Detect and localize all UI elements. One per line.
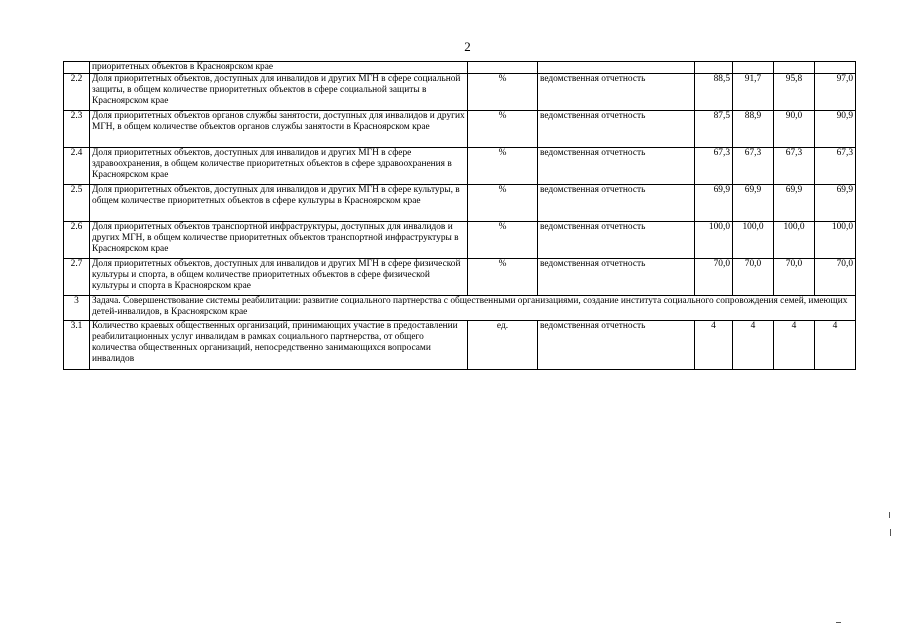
scan-speck	[889, 512, 890, 518]
indicator-value: 88,5	[695, 73, 733, 110]
indicator-value: 100,0	[733, 221, 774, 258]
indicator-name: Доля приоритетных объектов, доступных для инвалидов и других МГН в сфере культуры, в общем количестве приоритетных объектов в сфере культуры в Красноярском крае	[90, 184, 468, 221]
indicator-unit: %	[468, 221, 538, 258]
indicator-value: 100,0	[695, 221, 733, 258]
indicator-value: 88,9	[733, 110, 774, 147]
indicator-value: 90,0	[774, 110, 815, 147]
scan-speck	[890, 529, 891, 536]
indicator-source: ведомственная отчетность	[538, 73, 695, 110]
task-number: 3	[64, 295, 90, 320]
indicator-value: 97,0	[815, 73, 856, 110]
indicator-value: 91,7	[733, 73, 774, 110]
indicator-value: 69,9	[733, 184, 774, 221]
indicator-name: Доля приоритетных объектов, доступных для инвалидов и других МГН в сфере социальной защиты, в общем количестве приоритетных объектов в сфере социальной защиты в Красноярском крае	[90, 73, 468, 110]
indicator-name: Доля приоритетных объектов, доступных для инвалидов и других МГН в сфере здравоохранения, в общем количестве приоритетных объектов в сфере здравоохранения в Красноярском крае	[90, 147, 468, 184]
table-row	[64, 73, 856, 110]
indicator-source: ведомственная отчетность	[538, 320, 695, 369]
indicator-value	[774, 62, 815, 74]
indicator-value: 67,3	[733, 147, 774, 184]
row-number: 2.2	[64, 73, 90, 110]
indicator-value: 95,8	[774, 73, 815, 110]
indicator-value: 69,9	[695, 184, 733, 221]
table-row	[64, 221, 856, 258]
indicator-value: 67,3	[774, 147, 815, 184]
row-number: 2.7	[64, 258, 90, 295]
indicator-unit: ед.	[468, 320, 538, 369]
indicator-value: 87,5	[695, 110, 733, 147]
indicator-source: ведомственная отчетность	[538, 221, 695, 258]
indicator-unit: %	[468, 258, 538, 295]
indicators-table	[63, 61, 856, 370]
indicator-value: 100,0	[774, 221, 815, 258]
indicator-value: 67,3	[695, 147, 733, 184]
indicator-value	[733, 62, 774, 74]
table-row-continued	[64, 62, 856, 74]
indicator-name: Доля приоритетных объектов транспортной инфраструктуры, доступных для инвалидов и других МГН, в общем количестве приоритетных объектов транспортной инфраструктуры в Красноярском крае	[90, 221, 468, 258]
row-number: 2.5	[64, 184, 90, 221]
indicator-source: ведомственная отчетность	[538, 147, 695, 184]
indicator-value: 67,3	[815, 147, 856, 184]
indicator-value: 69,9	[815, 184, 856, 221]
indicator-value: 70,0	[774, 258, 815, 295]
indicator-value: 70,0	[815, 258, 856, 295]
row-number: 2.4	[64, 147, 90, 184]
indicator-value: 4	[733, 320, 774, 369]
row-number: 2.6	[64, 221, 90, 258]
row-number	[64, 62, 90, 74]
indicator-unit	[468, 62, 538, 74]
indicator-source: ведомственная отчетность	[538, 110, 695, 147]
indicator-source	[538, 62, 695, 74]
indicator-unit: %	[468, 184, 538, 221]
indicator-value: 4	[695, 320, 733, 369]
row-number: 2.3	[64, 110, 90, 147]
indicator-source: ведомственная отчетность	[538, 184, 695, 221]
table-row	[64, 320, 856, 369]
table-row-task	[64, 295, 856, 320]
indicator-value	[695, 62, 733, 74]
task-description: Задача. Совершенствование системы реабилитации: развитие социального партнерства с общественными организациями, создание института социального сопровождения семей, имеющих детей-инвалидов, в Красноярском крае	[90, 295, 856, 320]
scan-speck	[836, 622, 841, 623]
indicator-value: 4	[774, 320, 815, 369]
indicator-value: 70,0	[695, 258, 733, 295]
indicator-value: 70,0	[733, 258, 774, 295]
indicator-value: 90,9	[815, 110, 856, 147]
table-row	[64, 184, 856, 221]
indicator-name: приоритетных объектов в Красноярском крае	[90, 62, 468, 74]
indicator-value	[815, 62, 856, 74]
row-number: 3.1	[64, 320, 90, 369]
indicator-source: ведомственная отчетность	[538, 258, 695, 295]
indicator-unit: %	[468, 73, 538, 110]
indicator-unit: %	[468, 147, 538, 184]
indicator-unit: %	[468, 110, 538, 147]
indicator-name: Количество краевых общественных организаций, принимающих участие в предоставлении реабилитационных услуг инвалидам в рамках социального партнерства, от общего количества общественных организаций, непосредственно занимающихся вопросами инвалидов	[90, 320, 468, 369]
table-row	[64, 147, 856, 184]
indicator-name: Доля приоритетных объектов, доступных для инвалидов и других МГН в сфере физической культуры и спорта, в общем количестве приоритетных объектов в сфере физической культуры и спорта в Красноярском крае	[90, 258, 468, 295]
indicator-value: 4	[815, 320, 856, 369]
page-number: 2	[464, 39, 471, 54]
indicator-value: 100,0	[815, 221, 856, 258]
indicator-value: 69,9	[774, 184, 815, 221]
table-row	[64, 110, 856, 147]
indicator-name: Доля приоритетных объектов органов службы занятости, доступных для инвалидов и других МГН, в общем количестве объектов органов службы занятости в Красноярском крае	[90, 110, 468, 147]
table-row	[64, 258, 856, 295]
